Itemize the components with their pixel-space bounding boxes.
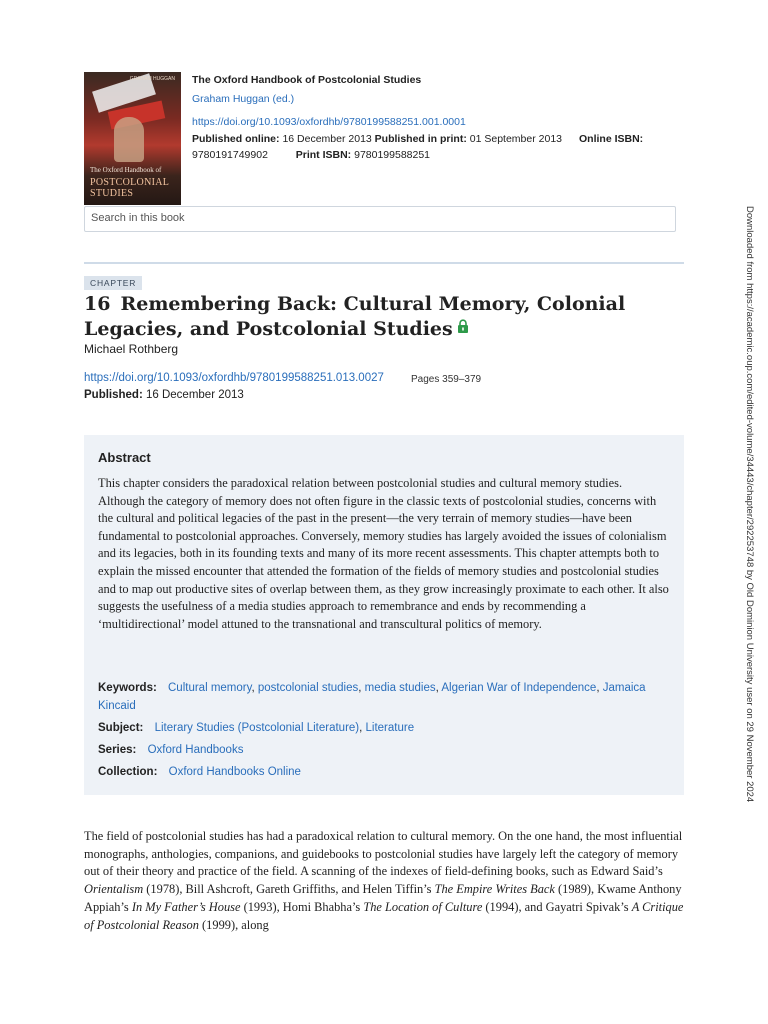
body-text-segment: (1993), Homi Bhabha’s (240, 899, 364, 914)
published-print-date: 01 September 2013 (469, 133, 562, 145)
book-isbn-row (192, 148, 430, 163)
search-in-book (84, 206, 676, 232)
book-title-italic: The Location of Culture (363, 899, 483, 914)
cover-title-big (90, 177, 169, 199)
chapter-pages: Pages 359–379 (411, 374, 482, 385)
book-doi-link[interactable]: https://doi.org/10.1093/oxfordhb/9780199588251.001.0001 (192, 116, 466, 128)
cover-title-line1: POSTCOLONIAL (90, 177, 170, 188)
keyword-link[interactable]: Algerian War of Independence (441, 682, 597, 694)
abstract-text: This chapter considers the paradoxical relation between postcolonial studies and cultural memory studies. Although the category of memory does not often figure in the classic texts of postcolonial studies, concerns with the cultural and political legacies of the past in the present—the very terrain of memory studies—have been fundamental to postcolonial approaches. Conversely, memory studies has largely avoided the issues of colonialism and its legacies, both in its founding texts and many of its more recent assessments. This chapter attempts both to explain the missed encounter that attended the formation of the fields of memory studies and postcolonial studies and to map out productive sites of overlap between them, as they grow increasingly proximate to each other. It also suggests the usefulness of a media studies approach to remembrance and ends by recommending a ‘multidirectional’ model attuned to the transnational and transcultural politics of memory. (98, 476, 669, 631)
body-text-segment: (1978), Bill Ashcroft, Gareth Griffiths, and Helen Tiffin’s (143, 882, 435, 897)
book-dates-row (192, 132, 712, 147)
subject-link[interactable]: Literature (365, 722, 415, 734)
chapter-published-label: Published: (84, 389, 143, 401)
cover-title-small: The Oxford Handbook of (90, 166, 162, 174)
published-online-label: Published online: (192, 133, 280, 145)
collection-row (98, 763, 670, 781)
cover-author: GRAHAM HUGGAN (129, 76, 175, 82)
book-editor-link[interactable]: Graham Huggan (ed.) (192, 93, 295, 105)
collection-label: Collection: (98, 766, 158, 778)
keyword-link[interactable]: postcolonial studies (257, 682, 359, 694)
chapter-title-text: Remembering Back: Cultural Memory, Colonial Legacies, and Postcolonial Studies (84, 293, 626, 340)
keyword-link[interactable]: Cultural memory (168, 682, 252, 694)
series-row (98, 741, 670, 759)
chapter-number: 16 (84, 293, 111, 315)
keyword-link[interactable]: Jamaica Kincaid (98, 682, 646, 712)
published-online-date: 16 December 2013 (282, 133, 372, 145)
search-input[interactable] (85, 207, 651, 229)
section-divider (84, 262, 684, 264)
chapter-doi-link[interactable]: https://doi.org/10.1093/oxfordhb/9780199588251.013.0027 (84, 372, 384, 384)
download-watermark-text: Downloaded from https://academic.oup.com/edited-volume/34443/chapter/292253748 by Old Dominion University user on 29 November 2024 (744, 206, 755, 803)
book-title-italic: In My Father’s House (131, 899, 241, 914)
download-watermark (743, 206, 757, 816)
body-text-segment: (1989), Kwame Anthony Appiah’s (84, 882, 682, 914)
book-title: The Oxford Handbook of Postcolonial Studies (192, 74, 422, 86)
subject-row: Subject: Literary Studies (Postcolonial Literature), Literature (98, 722, 415, 734)
chapter-author: Michael Rothberg (84, 342, 179, 356)
cover-art-figure (114, 117, 144, 162)
series-label: Series: (98, 744, 137, 756)
book-cover-image[interactable] (84, 72, 181, 205)
abstract-metadata (98, 679, 670, 785)
body-paragraph (84, 828, 684, 934)
abstract-heading: Abstract (98, 450, 151, 465)
series-link[interactable]: Oxford Handbooks (147, 744, 244, 756)
subject-link[interactable]: Literary Studies (Postcolonial Literature) (154, 722, 360, 734)
subject-label: Subject: (98, 722, 144, 734)
body-text-segment: The field of postcolonial studies has had a paradoxical relation to cultural memory. On the one hand, the most influential monographs, anthologies, companions, and guidebooks to postcolonial studies have largely left the category of memory out of their theory and practice of the field. A scanning of the indexes of field-defining books, such as Edward Said’s (84, 829, 683, 879)
body-text-segment: (1999), along (198, 917, 269, 932)
open-access-lock-icon (457, 316, 469, 341)
book-title-italic: The Empire Writes Back (434, 882, 555, 897)
keywords-label: Keywords: (98, 682, 157, 694)
collection-link[interactable]: Oxford Handbooks Online (168, 766, 301, 778)
book-title-italic: A Critique of Postcolonial Reason (84, 899, 684, 932)
online-isbn-label: Online ISBN: (579, 133, 644, 145)
abstract-panel (84, 435, 684, 795)
chapter-badge: CHAPTER (84, 276, 142, 290)
online-isbn-value: 9780191749902 (192, 149, 268, 161)
book-header (84, 72, 684, 205)
keywords-row: Keywords: Cultural memory, postcolonial studies, media studies, Algerian War of Independence, Jamaica Kincaid (98, 682, 646, 712)
print-isbn-label: Print ISBN: (295, 149, 352, 161)
print-isbn-value: 9780199588251 (354, 149, 431, 161)
keyword-link[interactable]: media studies (364, 682, 436, 694)
cover-title-line2: STUDIES (90, 188, 134, 199)
chapter-published-date: 16 December 2013 (145, 389, 244, 401)
body-text-segment: (1994), and Gayatri Spivak’s (482, 899, 632, 914)
chapter-published (84, 389, 244, 401)
published-print-label: Published in print: (374, 133, 467, 145)
chapter-title (84, 292, 684, 343)
book-title-italic: Orientalism (84, 882, 144, 897)
